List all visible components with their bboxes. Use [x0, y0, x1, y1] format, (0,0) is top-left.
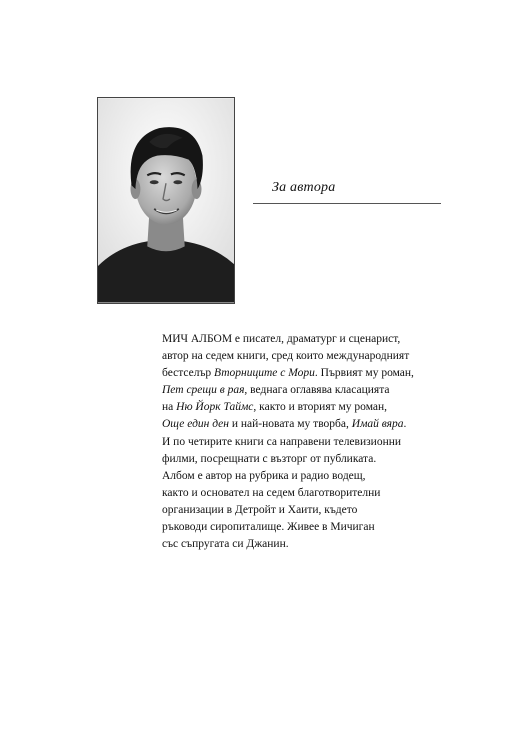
section-heading: За автора: [272, 180, 336, 195]
book-title: Имай вяра: [351, 418, 404, 431]
author-bio: [162, 331, 462, 553]
bio-line: филми, посрещнати с възторг от публиката.: [162, 452, 377, 465]
bio-line: ръководи сиропиталище. Живее в Мичиган: [162, 521, 375, 534]
bio-line: Още един ден и най-новата му творба, Имай вяра.: [162, 418, 407, 431]
bio-line: И по четирите книги са направени телевизионни: [162, 435, 402, 448]
bio-line: Албом е автор на рубрика и радио водещ,: [162, 469, 366, 482]
heading-underline: [253, 203, 441, 204]
book-title: Още един ден: [162, 418, 229, 431]
bio-line: организации в Детройт и Хаити, където: [162, 503, 358, 516]
bio-line: със съпругата си Джанин.: [162, 538, 289, 551]
author-photo: [97, 97, 235, 304]
book-title: Пет срещи в рая: [162, 384, 245, 397]
bio-line: Пет срещи в рая, веднага оглавява класацията: [162, 384, 390, 397]
book-title: Вторниците с Мори: [214, 367, 315, 380]
bio-line: МИЧ АЛБОМ е писател, драматург и сценарист,: [162, 333, 401, 345]
author-portrait-image: [98, 98, 234, 303]
bio-line: както и основател на седем благотворителни: [162, 486, 381, 499]
bio-line: автор на седем книги, сред които международният: [162, 350, 410, 363]
newspaper-title: Ню Йорк Таймс: [176, 401, 254, 414]
bio-line: на Ню Йорк Таймс, както и вторият му роман,: [162, 401, 388, 414]
bio-line: бестселър Вторниците с Мори. Първият му роман,: [162, 367, 414, 380]
